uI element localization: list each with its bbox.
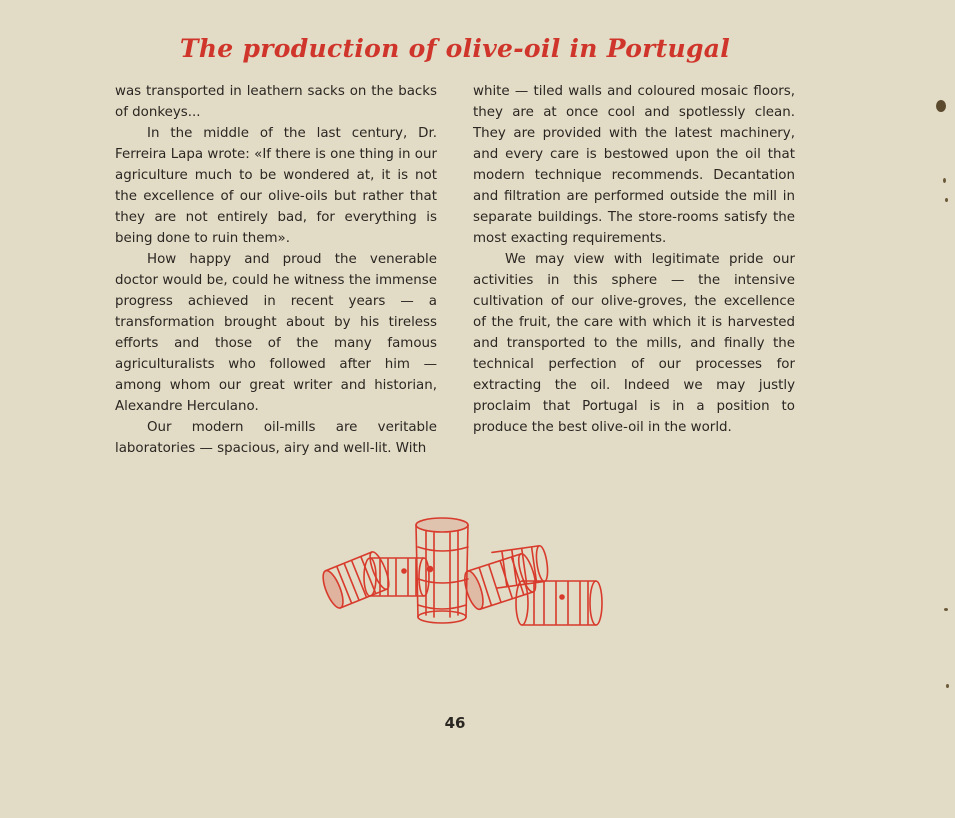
paper-speck — [945, 198, 948, 202]
paper-stain — [936, 100, 946, 112]
left-text-column — [115, 81, 437, 459]
paper-speck — [943, 178, 946, 183]
paragraph: was transported in leathern sacks on the backs of donkeys... — [115, 84, 437, 120]
oil-barrels-illustration — [312, 515, 607, 635]
paragraph: We may view with legitimate pride our activities in this sphere — the intensive cultivation of our olive-groves, the excellence of the fruit, the care with which it is harvested and transported to the mills, and finally the technical perfection of our processes for extracting the oil. Indeed we may justly proclaim that Portugal is in a position to produce the best olive-oil in the world. — [473, 252, 795, 435]
paper-speck — [944, 608, 948, 611]
paragraph: How happy and proud the venerable doctor would be, could he witness the immense progress achieved in recent years — a transformation brought about by his tireless efforts and those of the many famous agriculturalists who followed after him — among whom our great writer and historian, Alexandre Herculano. — [115, 252, 437, 414]
paper-speck — [946, 684, 949, 688]
paragraph: Our modern oil-mills are veritable laboratories — spacious, airy and well-lit. With — [115, 420, 437, 456]
right-text-column — [473, 81, 795, 438]
page-title: The production of olive-oil in Portugal — [179, 34, 731, 63]
paragraph: In the middle of the last century, Dr. Ferreira Lapa wrote: «If there is one thing in our agriculture much to be wondered at, it is not the excellence of our olive-oils but rather that they are not entirely bad, for everything is being done to ruin them». — [115, 126, 437, 246]
paragraph: white — tiled walls and coloured mosaic floors, they are at once cool and spotlessly clean. They are provided with the latest machinery, and every care is bestowed upon the oil that modern technique recommends. Decantation and filtration are performed outside the mill in separate buildings. The store-rooms satisfy the most exacting requirements. — [473, 84, 795, 246]
page-number: 46 — [444, 714, 466, 732]
